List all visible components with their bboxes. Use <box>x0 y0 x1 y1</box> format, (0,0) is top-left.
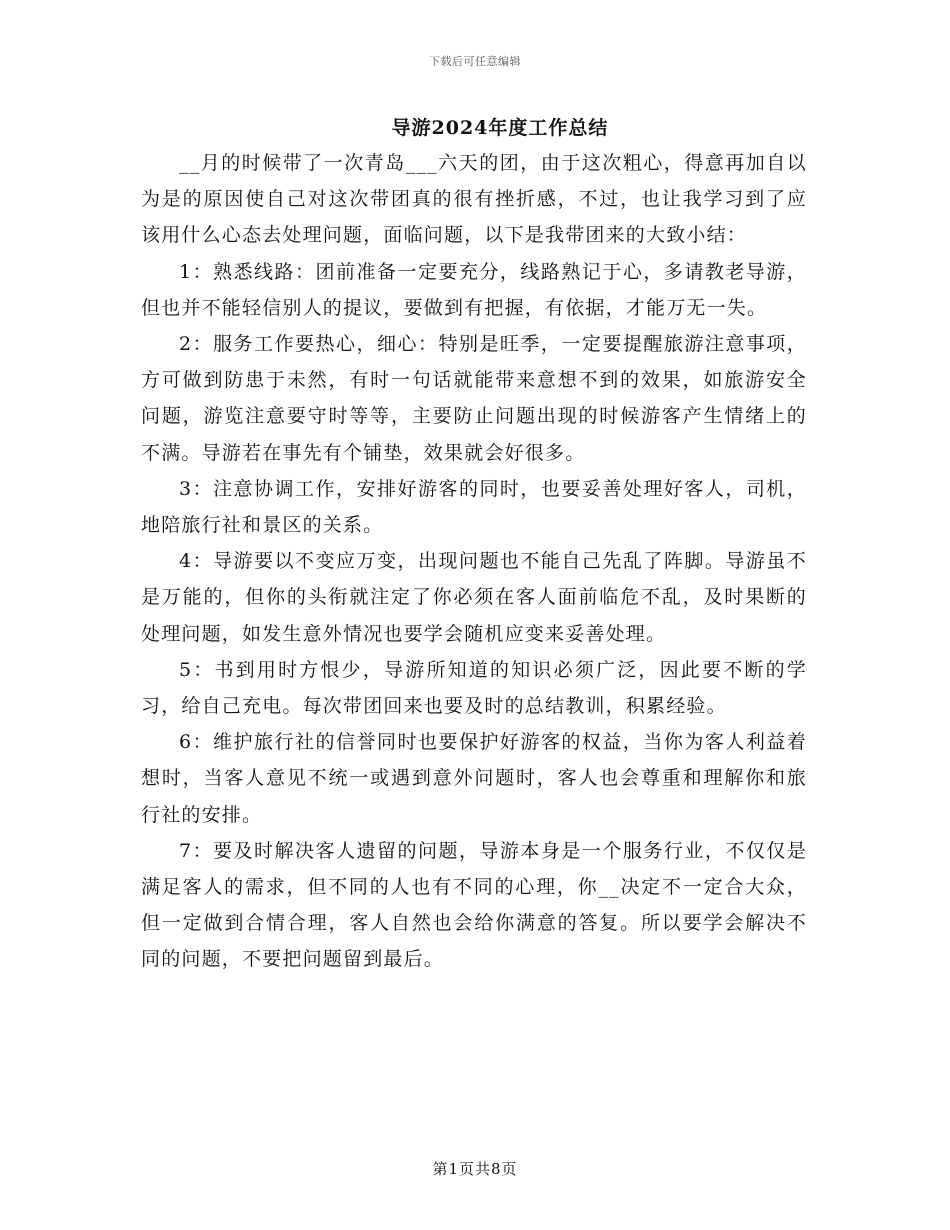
paragraph-intro: __月的时候带了一次青岛___六天的团，由于这次粗心，得意再加自以为是的原因使自己对这次带团真的很有挫折感，不过，也让我学习到了应该用什么心态去处理问题，面临问题，以下是我带团来的大致小结： <box>141 152 807 247</box>
paragraph-3: 3：注意协调工作，安排好游客的同时，也要妥善处理好客人，司机，地陪旅行社和景区的关系。 <box>141 477 807 537</box>
paragraph-2: 2：服务工作要热心，细心：特别是旺季，一定要提醒旅游注意事项，方可做到防患于未然，有时一句话就能带来意想不到的效果，如旅游安全问题，游览注意要守时等等，主要防止问题出现的时候游客产生情绪上的不满。导游若在事先有个铺垫，效果就会好很多。 <box>141 333 807 464</box>
page-footer: 第1页共8页 <box>432 1160 518 1178</box>
paragraph-7: 7：要及时解决客人遗留的问题，导游本身是一个服务行业，不仅仅是满足客人的需求，但不同的人也有不同的心理，你__决定不一定合大众，但一定做到合情合理，客人自然也会给你满意的答复。所以要学会解决不同的问题，不要把问题留到最后。 <box>141 839 807 971</box>
paragraph-1: 1：熟悉线路：团前准备一定要充分，线路熟记于心，多请教老导游，但也并不能轻信别人的提议，要做到有把握，有依据，才能万无一失。 <box>141 260 807 319</box>
paragraph-6: 6：维护旅行社的信誉同时也要保护好游客的权益，当你为客人利益着想时，当客人意见不统一或遇到意外问题时，客人也会尊重和理解你和旅行社的安排。 <box>141 731 807 826</box>
paragraph-5: 5：书到用时方恨少，导游所知道的知识必须广泛，因此要不断的学习，给自己充电。每次带团回来也要及时的总结教训，积累经验。 <box>141 658 807 718</box>
document-title: 导游2024年度工作总结 <box>391 117 609 139</box>
header-note: 下载后可任意编辑 <box>429 55 521 68</box>
document-body <box>141 145 807 978</box>
paragraph-4: 4：导游要以不变应万变，出现问题也不能自己先乱了阵脚。导游虽不是万能的，但你的头衔就注定了你必须在客人面前临危不乱，及时果断的处理问题，如发生意外情况也要学会随机应变来妥善处理。 <box>141 550 807 645</box>
